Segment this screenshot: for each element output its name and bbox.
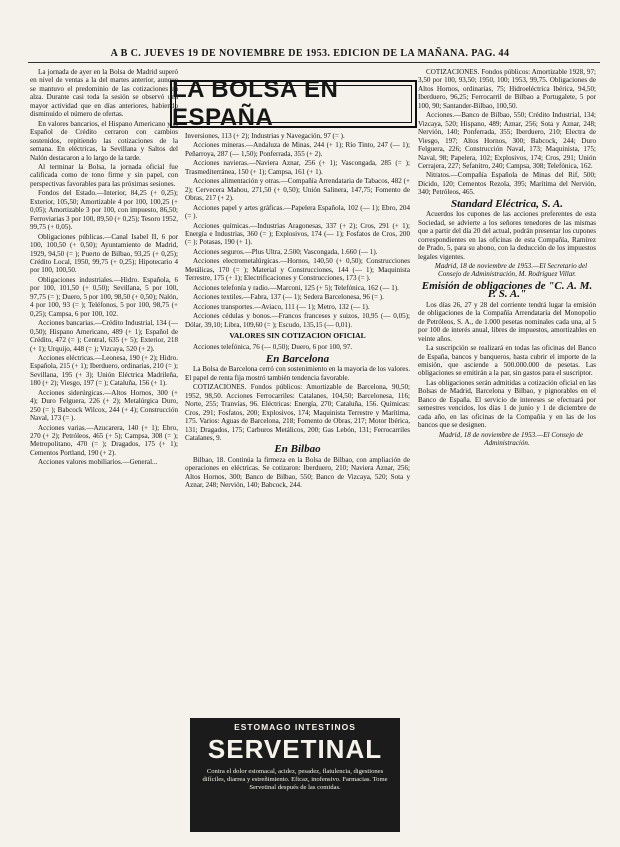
subhead-standard-electrica: Standard Eléctrica, S. A. <box>450 197 564 210</box>
quote-paragraph: COTIZACIONES. Fondos públicos: Amortizable 1928, 97; 3,50 por 100, 93,50; 1950, 100; 1953, 99,75. Obligaciones de Altos Hornos, ordinarias, 75; Hidroeléctrica Ibérica, 94,50; Iberduero, 96,25; Ferrocarril de Bilbao a Portugalete, 5 por 100, 90; Santander-Bilbao, 100,50. <box>418 68 596 110</box>
quote-paragraph: Acciones telefonía y radio.—Marconi, 125 (+ 5); Telefónica, 162 (— 1). <box>193 283 399 292</box>
quote-paragraph: Acciones varias.—Azucarera, 140 (+ 1); Ebro, 270 (+ 2); Petróleos, 465 (+ 5); Campsa, 308 (= ); Metropolitano, 470 (= ); Dragados, 175 (+ 1); Cementos Portland, 190 (+ 2). <box>30 423 178 457</box>
quote-paragraph: Acciones papel y artes gráficas.—Papelera Española, 102 (— 1); Ebro, 204 (= ). <box>185 203 410 221</box>
quote-paragraph: Acciones cédulas y bonos.—Francos franceses y suizos, 10,95 (— 0,05); Dólar, 39,10; Libra, 109,60 (= ); Escudo, 135,15 (— 0,01). <box>185 312 410 329</box>
quote-paragraph: Acciones eléctricas.—Leonesa, 190 (+ 2); Hidro. Española, 215 (+ 1); Iberduero, ordinarias, 210 (= ); Sevillana, 195 (+ 3); Unión Eléctrica Madrileña, 180 (+ 2); Viesgo, 197 (= ); Cataluña, 156 (+ 1). <box>30 353 178 388</box>
subhead-bilbao: En Bilbao <box>274 443 321 456</box>
notice-signature: Madrid, 18 de noviembre de 1953.—El Secretario del Consejo de Administración, M. Rodríguez Villar. <box>434 261 588 279</box>
subhead-unofficial: VALORES SIN COTIZACION OFICIAL <box>229 330 366 340</box>
notice-paragraph: Acuerdos los cupones de las acciones preferentes de esta Sociedad, se advierte a los señores tenedores de las mismas que a partir del día 20 del actual, podrán presentar los cupones correspondientes en las oficinas de esta Compañía, Ramírez de Prado, 5, para su abono, con la deducción de los impuestos legales vigentes. <box>418 210 596 261</box>
quote-paragraph: Nitratos.—Compañía Española de Minas del Rif, 500; Dicido, 120; Cementos Rezola, 395; Marítima del Nervión, 340; Petróleos, 465. <box>418 171 596 197</box>
quote-paragraph: Acciones electrometalúrgicas.—Hornos, 140,50 (+ 0,50); Construcciones Metálicas, 170 (= ); Material y Construcciones, 144 (— 1); Maquinista Terrestre, 175 (+ 1); Electrificaciones y Construcciones, 173 (= ). <box>185 257 410 283</box>
quote-paragraph: Acciones textiles.—Fabra, 137 (— 1); Sedera Barcelonesa, 96 (= ). <box>193 293 384 302</box>
quote-paragraph: Obligaciones industriales.—Hidro. Española, 6 por 100, 101,50 (+ 0,50); Sevillana, 5 por 100, 97,75 (= ); Duero, 5 por 100, 98,50 (+ 0,50); Nalón, 4 por 100, 93 (= ); Teléfonos, 5 por 100, 98,75 (+ 0,25); Campsa, 6 por 100, 102. <box>30 275 178 318</box>
quote-paragraph: Acciones mineras.—Andaluza de Minas, 244 (+ 1); Río Tinto, 247 (— 1); Peñarroya, 287 (— 1,50); Ponferrada, 355 (+ 2). <box>185 141 410 158</box>
notice-paragraph: Los días 26, 27 y 28 del corriente tendrá lugar la emisión de obligaciones de la Compañía Arrendataria del Monopolio de Petróleos, S. A., de 1.000 pesetas nominales cada una, al 5 por 100 de interés anual, libres de impuestos, amortizables en veinte años. <box>418 300 596 343</box>
section-masthead <box>170 76 417 131</box>
notice-paragraph: La suscripción se realizará en todas las oficinas del Banco de España, bancos y banqueros, hasta cubrir el importe de la emisión, que asciende a 500.000.000 de pesetas. Las obligaciones se emitirán a la par, sin gastos para el suscriptor. <box>418 344 596 378</box>
article-paragraph: En valores bancarios, el Hispano Americano y el Español de Crédito cerraron con cambios sostenidos, repitiendo las cotizaciones de la semana. En eléctricas, la Sevillana y Saltos del Nalón destacaron a lo largo de la tarde. <box>30 119 178 162</box>
article-paragraph: La Bolsa de Barcelona cerró con sostenimiento en la mayoría de los valores. El papel de renta fija mostró también tendencia favorable. <box>185 365 410 382</box>
quote-paragraph: Acciones navieras.—Naviera Aznar, 256 (+ 1); Vascongada, 285 (= ); Trasmediterránea, 150 (+ 1); Campsa, 161 (+ 1). <box>185 159 410 176</box>
servetinal-advertisement <box>190 718 400 832</box>
quote-paragraph: Acciones bancarias.—Crédito Industrial, 134 (— 0,50); Hispano Americano, 489 (+ 1); Español de Crédito, 472 (= ); Central, 635 (+ 5); Exterior, 218 (+ 1); Urquijo, 448 (= ); Vizcaya, 520 (+ 2). <box>30 319 178 353</box>
article-paragraph: Al terminar la Bolsa, la jornada oficial fue calificada como de tono firme y sin papel, con perspectivas favorables para las próximas sesiones. <box>30 162 178 188</box>
column-middle <box>185 132 410 710</box>
subhead-barcelona: En Barcelona <box>265 352 330 365</box>
quote-paragraph: Acciones seguros.—Plus Ultra, 2.500; Vascongada, 1.660 (— 1). <box>193 247 378 256</box>
article-paragraph: La jornada de ayer en la Bolsa de Madrid superó en nivel de ventas a la del martes anterior, aunque se mantuvo el predominio de las cotizaciones en alza. Durante casi toda la sesión se observó una mayor actividad que en días anteriores, habiendo disminuido el número de ofertas. <box>30 68 178 119</box>
ad-body: Contra el dolor estomacal, acidez, pesadez, flatulencia, digestiones difíciles, diarrea y estreñimiento. Eficaz, inofensivo. Farmacias. Tome Servetinal después de las comidas. <box>202 768 388 791</box>
quote-paragraph: COTIZACIONES. Fondos públicos: Amortizable de Barcelona, 90,50; 1952, 98,50. Acciones Ferrocarriles: Catalanes, 104,50; Barcelonesa, 116; Norte, 255; Tranvías, 96. Eléctricas: Energía, 270; Cataluña, 156. Químicas: Cros, 291; Fosfatos, 200; Explosivos, 174; Maquinista Terrestre y Marítima, 175. Varios: Aguas de Barcelona, 218; Fomento de Obras, 217; Motor Ibérica, 131; Dragados, 175; Carburos Metálicos, 200; Gas Lebón, 131; Ferrocarriles Catalanes, 9. <box>185 383 410 442</box>
column-right <box>418 68 596 838</box>
notice-signature: Madrid, 18 de noviembre de 1953.—El Consejo de Administración. <box>438 430 584 448</box>
header-rule <box>28 62 600 63</box>
article-paragraph: Bilbao, 18. Continúa la firmeza en la Bolsa de Bilbao, con ampliación de operaciones en eléctricas. Se cotizaron: Iberduero, 210; Naviera Aznar, 256; Altos Hornos, 300; Banco de Bilbao, 550; Banco de Vizcaya, 520; Sota y Aznar, 248; Nervión, 140; Babcock, 244. <box>185 455 410 490</box>
quote-paragraph: Acciones valores mobiliarios.—General... <box>38 458 158 467</box>
page-header: A B C. JUEVES 19 DE NOVIEMBRE DE 1953. EDICION DE LA MAÑANA. PAG. 44 <box>110 48 510 59</box>
ad-tagline: ESTOMAGO INTESTINOS <box>234 722 356 732</box>
quote-paragraph: Acciones transportes.—Aviaco, 111 (— 1); Metro, 132 (— 1). <box>193 302 370 311</box>
quote-paragraph: Acciones.—Banco de Bilbao, 550; Crédito Industrial, 134; Vizcaya, 520; Hispano, 489; Aznar, 256; Sota y Aznar, 248; Nervión, 140; Ponferrada, 355; Iberduero, 210; Electra de Viesgo, 197; Altos Hornos, 300; Babcock, 244; Duro Felguera, 226; Construcción Naval, 173; Maquinista, 175; Naval, 98; Papelera, 102; Explosivos, 174; Cros, 291; Unión Cerrajera, 227; Sefanitro, 240; Campsa, 308; Telefónica, 162. <box>418 111 596 170</box>
quote-paragraph: Fondos del Estado.—Interior, 84,25 (+ 0,25); Exterior, 105,50; Amortizable 4 por 100, 100,25 (+ 0,05); Amortizable 3 por 100, con impuesto, 86,50; Ferroviarias 3 por 100, 89,50 (+ 0,25); Tesoro 1952, 99,75 (+ 0,05). <box>30 189 178 232</box>
ad-brand: SERVETINAL <box>207 734 383 764</box>
subhead-campsa: Emisión de obligaciones de "C. A. M. P. S. A." <box>421 279 593 301</box>
quote-paragraph: Acciones alimentación y otras.—Compañía Arrendataria de Tabacos, 482 (+ 2); Cervecera Mahou, 271,50 (+ 0,50); Unión Salinera, 147,75; Fomento de Obras, 217 (+ 2). <box>185 177 410 203</box>
quote-paragraph: Acciones telefónica, 76 (— 0,50); Duero, 6 por 100, 97. <box>193 343 353 352</box>
column-left <box>30 68 178 838</box>
quote-paragraph: Acciones siderúrgicas.—Altos Hornos, 300 (+ 4); Duro Felguera, 226 (+ 2); Metalúrgica Duro, 250 (= ); Babcock Wilcox, 244 (+ 4); Construcción Naval, 173 (= ). <box>30 388 178 423</box>
quote-paragraph: Inversiones, 113 (+ 2); Industrias y Navegación, 97 (= ). <box>185 132 345 140</box>
notice-paragraph: Las obligaciones serán admitidas a cotización oficial en las Bolsas de Madrid, Barcelona y Bilbao, y pignorables en el Banco de España. El servicio de intereses se efectuará por semestres vencidos, los días 1 de junio y 1 de diciembre de cada año, en las oficinas de la Compañía y en las de los bancos que se designen. <box>418 378 596 430</box>
quote-paragraph: Acciones químicas.—Industrias Aragonesas, 337 (+ 2); Cros, 291 (+ 1); Energía e Industrias, 360 (= ); Explosivos, 174 (— 1); Fosfatos de Cros, 200 (= ); Potasas, 190 (+ 1). <box>185 221 410 247</box>
masthead-title: LA BOLSA EN ESPAÑA <box>172 76 339 131</box>
quote-paragraph: Obligaciones públicas.—Canal Isabel II, 6 por 100, 100,50 (+ 0,50); Ayuntamiento de Madrid, 1929, 94,50 (= ); Puerto de Bilbao, 93,25 (+ 0,25); Crédito Local, 1950, 99,75 (+ 0,25); Hipotecario 4 por 100, 100,50. <box>30 232 178 275</box>
